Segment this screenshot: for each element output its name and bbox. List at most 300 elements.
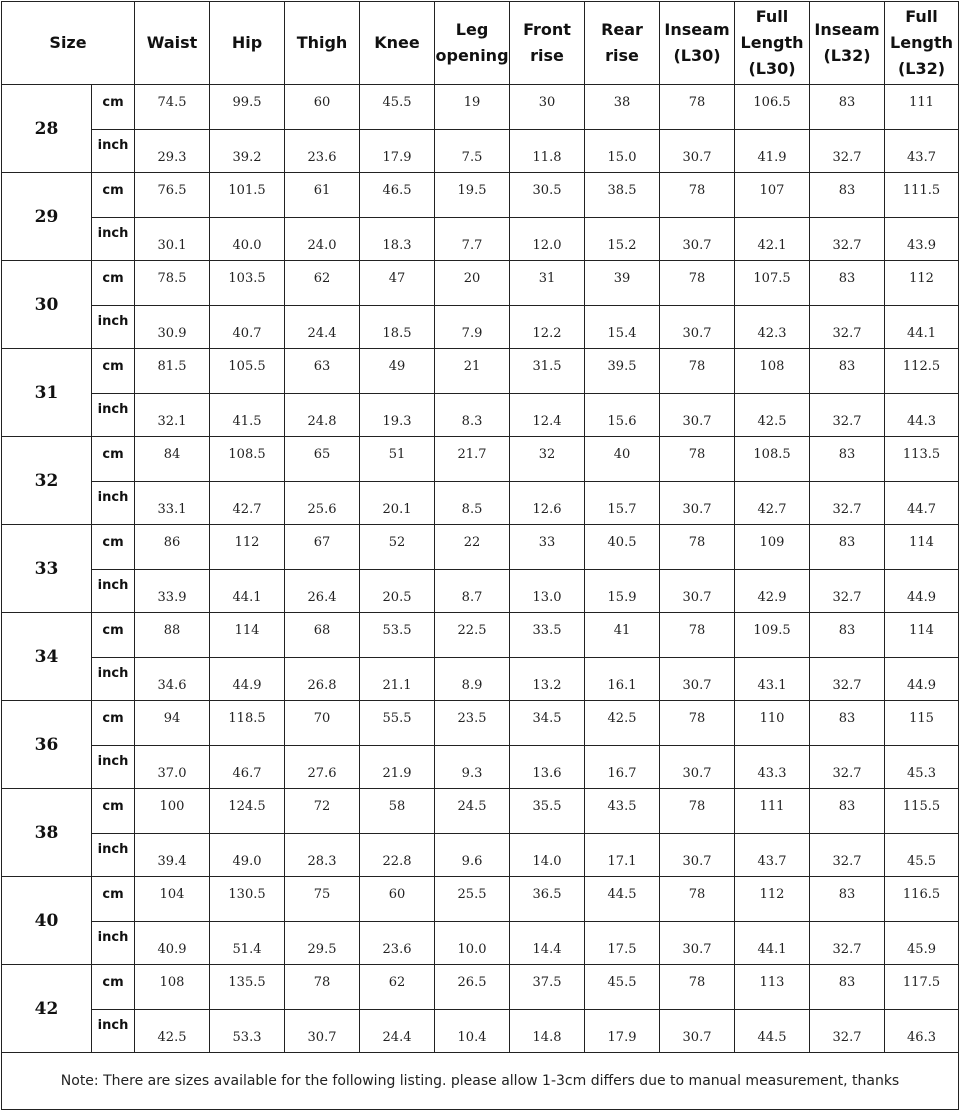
cell-cm-value: 26.5 [435,965,510,1010]
cell-cm-value: 78 [660,261,735,306]
column-header [735,2,810,85]
column-header-line: Front [523,20,571,39]
cell-inch-value: 49.0 [210,834,285,877]
cell-cm-value: 115 [885,701,959,746]
cell-cm-value: 78 [660,613,735,658]
table-row-cm [2,877,959,922]
cell-inch-value: 21.1 [360,658,435,701]
cell-cm-value: 115.5 [885,789,959,834]
cell-inch-value: 32.7 [810,658,885,701]
cell-inch-value: 41.5 [210,394,285,437]
cell-cm-value: 88 [135,613,210,658]
cell-inch-value: 43.9 [885,218,959,261]
cell-inch-value: 30.7 [285,1010,360,1053]
cell-cm-value: 83 [810,613,885,658]
cell-inch-value: 20.5 [360,570,435,613]
cell-cm-value: 101.5 [210,173,285,218]
cell-inch-value: 44.9 [885,570,959,613]
cell-inch-value: 45.5 [885,834,959,877]
cell-inch-value: 40.7 [210,306,285,349]
table-row-cm [2,701,959,746]
cell-inch-value: 30.7 [660,570,735,613]
table-row-cm [2,437,959,482]
cell-inch-value: 15.0 [585,130,660,173]
cell-inch-value: 43.7 [885,130,959,173]
cell-cm-value: 60 [285,85,360,130]
column-header-line: Length [740,33,804,52]
unit-label-inch: inch [92,482,135,525]
cell-inch-value: 11.8 [510,130,585,173]
cell-inch-value: 42.3 [735,306,810,349]
table-row-inch [2,218,959,261]
column-header-line: Thigh [296,33,348,52]
cell-cm-value: 72 [285,789,360,834]
cell-inch-value: 42.5 [735,394,810,437]
cell-inch-value: 32.7 [810,570,885,613]
size-label: 33 [2,525,92,613]
cell-cm-value: 108 [735,349,810,394]
column-header [510,2,585,85]
cell-inch-value: 14.4 [510,922,585,965]
cell-cm-value: 49 [360,349,435,394]
cell-inch-value: 32.7 [810,1010,885,1053]
cell-cm-value: 83 [810,437,885,482]
cell-inch-value: 53.3 [210,1010,285,1053]
cell-inch-value: 44.3 [885,394,959,437]
cell-cm-value: 83 [810,349,885,394]
cell-inch-value: 24.4 [285,306,360,349]
column-header [885,2,959,85]
cell-cm-value: 83 [810,85,885,130]
cell-cm-value: 19.5 [435,173,510,218]
column-header-line: Waist [146,33,198,52]
cell-cm-value: 111 [735,789,810,834]
cell-cm-value: 67 [285,525,360,570]
cell-inch-value: 10.4 [435,1010,510,1053]
cell-cm-value: 124.5 [210,789,285,834]
column-header-line: Inseam [664,20,730,39]
cell-cm-value: 65 [285,437,360,482]
header-size [2,2,135,85]
cell-inch-value: 30.7 [660,394,735,437]
cell-cm-value: 34.5 [510,701,585,746]
cell-inch-value: 42.5 [135,1010,210,1053]
table-row-inch [2,482,959,525]
cell-cm-value: 106.5 [735,85,810,130]
cell-inch-value: 32.7 [810,746,885,789]
cell-inch-value: 8.7 [435,570,510,613]
cell-cm-value: 104 [135,877,210,922]
cell-cm-value: 63 [285,349,360,394]
cell-cm-value: 78 [660,877,735,922]
size-chart-table [1,1,959,1110]
header-row [2,2,959,85]
cell-cm-value: 30.5 [510,173,585,218]
cell-inch-value: 43.3 [735,746,810,789]
cell-inch-value: 7.7 [435,218,510,261]
unit-label-cm: cm [92,173,135,218]
column-header-line: Hip [231,33,263,52]
cell-inch-value: 32.7 [810,482,885,525]
cell-cm-value: 55.5 [360,701,435,746]
cell-cm-value: 31.5 [510,349,585,394]
cell-cm-value: 52 [360,525,435,570]
cell-inch-value: 44.9 [210,658,285,701]
column-header [810,2,885,85]
cell-cm-value: 41 [585,613,660,658]
table-row-cm [2,789,959,834]
cell-cm-value: 33.5 [510,613,585,658]
column-header-line: (L32) [823,46,871,65]
column-header [135,2,210,85]
column-header-line: rise [605,46,639,65]
cell-inch-value: 29.5 [285,922,360,965]
cell-cm-value: 40 [585,437,660,482]
cell-inch-value: 12.0 [510,218,585,261]
cell-inch-value: 37.0 [135,746,210,789]
cell-cm-value: 83 [810,877,885,922]
cell-cm-value: 53.5 [360,613,435,658]
cell-cm-value: 40.5 [585,525,660,570]
cell-inch-value: 30.7 [660,306,735,349]
cell-inch-value: 12.2 [510,306,585,349]
column-header [435,2,510,85]
cell-cm-value: 130.5 [210,877,285,922]
column-header-line: (L30) [673,46,721,65]
cell-inch-value: 30.7 [660,922,735,965]
cell-inch-value: 30.7 [660,834,735,877]
cell-inch-value: 39.4 [135,834,210,877]
cell-cm-value: 99.5 [210,85,285,130]
cell-inch-value: 24.4 [360,1010,435,1053]
unit-label-inch: inch [92,746,135,789]
size-label: 36 [2,701,92,789]
cell-inch-value: 44.7 [885,482,959,525]
cell-inch-value: 17.9 [585,1010,660,1053]
cell-inch-value: 42.1 [735,218,810,261]
cell-cm-value: 75 [285,877,360,922]
cell-inch-value: 32.1 [135,394,210,437]
cell-inch-value: 14.8 [510,1010,585,1053]
note-row [2,1053,959,1110]
table-body [2,85,959,1053]
cell-inch-value: 14.0 [510,834,585,877]
unit-label-inch: inch [92,1010,135,1053]
cell-cm-value: 46.5 [360,173,435,218]
cell-cm-value: 39 [585,261,660,306]
cell-inch-value: 26.8 [285,658,360,701]
cell-inch-value: 20.1 [360,482,435,525]
cell-cm-value: 42.5 [585,701,660,746]
cell-inch-value: 30.9 [135,306,210,349]
cell-inch-value: 45.3 [885,746,959,789]
cell-cm-value: 32 [510,437,585,482]
unit-label-cm: cm [92,349,135,394]
cell-cm-value: 112.5 [885,349,959,394]
cell-cm-value: 112 [885,261,959,306]
unit-label-inch: inch [92,394,135,437]
cell-inch-value: 17.5 [585,922,660,965]
cell-inch-value: 24.0 [285,218,360,261]
cell-cm-value: 62 [360,965,435,1010]
cell-cm-value: 25.5 [435,877,510,922]
cell-inch-value: 10.0 [435,922,510,965]
cell-inch-value: 44.1 [885,306,959,349]
column-header-line: Full [905,7,938,26]
cell-inch-value: 25.6 [285,482,360,525]
cell-cm-value: 83 [810,789,885,834]
cell-inch-value: 46.7 [210,746,285,789]
column-header-line: Full [755,7,789,26]
table-row-cm [2,173,959,218]
cell-cm-value: 30 [510,85,585,130]
cell-inch-value: 40.9 [135,922,210,965]
cell-cm-value: 51 [360,437,435,482]
cell-inch-value: 32.7 [810,218,885,261]
size-label: 32 [2,437,92,525]
cell-inch-value: 13.0 [510,570,585,613]
cell-cm-value: 86 [135,525,210,570]
cell-inch-value: 41.9 [735,130,810,173]
cell-cm-value: 103.5 [210,261,285,306]
cell-inch-value: 42.7 [210,482,285,525]
column-header-line: Leg [455,20,489,39]
cell-cm-value: 83 [810,701,885,746]
cell-cm-value: 114 [885,525,959,570]
size-label: 29 [2,173,92,261]
table-row-inch [2,1010,959,1053]
cell-inch-value: 30.7 [660,1010,735,1053]
size-label: 30 [2,261,92,349]
cell-cm-value: 84 [135,437,210,482]
cell-inch-value: 17.9 [360,130,435,173]
unit-label-inch: inch [92,570,135,613]
table-row-cm [2,525,959,570]
table-row-inch [2,922,959,965]
column-header-line: (L32) [897,59,946,78]
note-text: Note: There are sizes available for the following listing. please allow 1-3cm differs due to manual measurement, thanks [2,1053,959,1110]
cell-cm-value: 78 [660,85,735,130]
cell-inch-value: 16.1 [585,658,660,701]
cell-cm-value: 38 [585,85,660,130]
cell-cm-value: 114 [885,613,959,658]
cell-inch-value: 32.7 [810,922,885,965]
cell-inch-value: 22.8 [360,834,435,877]
cell-cm-value: 43.5 [585,789,660,834]
cell-cm-value: 23.5 [435,701,510,746]
cell-cm-value: 107.5 [735,261,810,306]
cell-inch-value: 9.6 [435,834,510,877]
cell-inch-value: 44.1 [210,570,285,613]
cell-cm-value: 60 [360,877,435,922]
cell-inch-value: 51.4 [210,922,285,965]
table-row-cm [2,85,959,130]
cell-cm-value: 38.5 [585,173,660,218]
cell-cm-value: 36.5 [510,877,585,922]
cell-cm-value: 111.5 [885,173,959,218]
cell-cm-value: 78 [660,965,735,1010]
cell-inch-value: 23.6 [360,922,435,965]
table-row-inch [2,570,959,613]
cell-cm-value: 44.5 [585,877,660,922]
cell-cm-value: 78 [660,437,735,482]
column-header [285,2,360,85]
cell-cm-value: 78 [660,525,735,570]
cell-inch-value: 19.3 [360,394,435,437]
cell-cm-value: 21.7 [435,437,510,482]
cell-cm-value: 22.5 [435,613,510,658]
cell-inch-value: 7.5 [435,130,510,173]
cell-inch-value: 27.6 [285,746,360,789]
cell-inch-value: 43.1 [735,658,810,701]
cell-cm-value: 117.5 [885,965,959,1010]
cell-cm-value: 81.5 [135,349,210,394]
cell-inch-value: 13.6 [510,746,585,789]
cell-cm-value: 83 [810,525,885,570]
size-label: 34 [2,613,92,701]
header-size-label: Size [49,33,87,52]
cell-cm-value: 111 [885,85,959,130]
cell-cm-value: 20 [435,261,510,306]
cell-cm-value: 78 [660,789,735,834]
cell-inch-value: 21.9 [360,746,435,789]
cell-cm-value: 35.5 [510,789,585,834]
cell-cm-value: 94 [135,701,210,746]
cell-cm-value: 68 [285,613,360,658]
cell-inch-value: 30.1 [135,218,210,261]
cell-cm-value: 37.5 [510,965,585,1010]
column-header-line: Length [890,33,953,52]
cell-cm-value: 24.5 [435,789,510,834]
cell-inch-value: 44.5 [735,1010,810,1053]
cell-cm-value: 58 [360,789,435,834]
table-row-cm [2,965,959,1010]
cell-inch-value: 32.7 [810,834,885,877]
cell-inch-value: 23.6 [285,130,360,173]
unit-label-inch: inch [92,834,135,877]
cell-cm-value: 105.5 [210,349,285,394]
cell-cm-value: 83 [810,261,885,306]
cell-inch-value: 46.3 [885,1010,959,1053]
cell-cm-value: 70 [285,701,360,746]
cell-cm-value: 45.5 [585,965,660,1010]
cell-inch-value: 15.2 [585,218,660,261]
cell-cm-value: 78 [285,965,360,1010]
cell-inch-value: 16.7 [585,746,660,789]
cell-inch-value: 8.5 [435,482,510,525]
cell-cm-value: 113 [735,965,810,1010]
cell-cm-value: 135.5 [210,965,285,1010]
cell-inch-value: 8.3 [435,394,510,437]
unit-label-cm: cm [92,613,135,658]
cell-cm-value: 78.5 [135,261,210,306]
unit-label-inch: inch [92,130,135,173]
cell-cm-value: 108 [135,965,210,1010]
size-label: 40 [2,877,92,965]
size-label: 28 [2,85,92,173]
cell-inch-value: 8.9 [435,658,510,701]
column-header-line: Knee [374,33,420,52]
cell-inch-value: 32.7 [810,130,885,173]
cell-inch-value: 28.3 [285,834,360,877]
cell-inch-value: 39.2 [210,130,285,173]
cell-cm-value: 116.5 [885,877,959,922]
table-row-inch [2,746,959,789]
cell-inch-value: 34.6 [135,658,210,701]
cell-cm-value: 47 [360,261,435,306]
cell-cm-value: 109 [735,525,810,570]
cell-inch-value: 32.7 [810,394,885,437]
cell-inch-value: 30.7 [660,746,735,789]
cell-cm-value: 61 [285,173,360,218]
cell-cm-value: 108.5 [735,437,810,482]
cell-inch-value: 18.3 [360,218,435,261]
cell-inch-value: 30.7 [660,482,735,525]
cell-inch-value: 24.8 [285,394,360,437]
cell-inch-value: 26.4 [285,570,360,613]
size-label: 38 [2,789,92,877]
unit-label-inch: inch [92,218,135,261]
cell-cm-value: 45.5 [360,85,435,130]
size-chart [1,1,958,1110]
table-row-inch [2,130,959,173]
unit-label-cm: cm [92,701,135,746]
cell-inch-value: 17.1 [585,834,660,877]
cell-inch-value: 7.9 [435,306,510,349]
cell-cm-value: 107 [735,173,810,218]
unit-label-cm: cm [92,789,135,834]
column-header-line: opening [435,46,509,65]
cell-cm-value: 100 [135,789,210,834]
column-header [585,2,660,85]
cell-cm-value: 118.5 [210,701,285,746]
cell-inch-value: 9.3 [435,746,510,789]
column-header-line: Rear [601,20,643,39]
table-row-inch [2,394,959,437]
cell-cm-value: 39.5 [585,349,660,394]
cell-cm-value: 78 [660,173,735,218]
cell-inch-value: 15.9 [585,570,660,613]
unit-label-cm: cm [92,965,135,1010]
cell-cm-value: 113.5 [885,437,959,482]
cell-inch-value: 30.7 [660,218,735,261]
cell-cm-value: 112 [210,525,285,570]
column-header [660,2,735,85]
column-header-line: (L30) [748,59,796,78]
column-header-line: rise [530,46,564,65]
size-label: 31 [2,349,92,437]
cell-inch-value: 13.2 [510,658,585,701]
cell-inch-value: 33.9 [135,570,210,613]
cell-inch-value: 12.4 [510,394,585,437]
cell-inch-value: 12.6 [510,482,585,525]
column-header [210,2,285,85]
cell-inch-value: 40.0 [210,218,285,261]
cell-inch-value: 15.4 [585,306,660,349]
table-row-inch [2,306,959,349]
table-row-cm [2,261,959,306]
unit-label-inch: inch [92,306,135,349]
cell-cm-value: 78 [660,349,735,394]
cell-inch-value: 42.7 [735,482,810,525]
table-row-cm [2,349,959,394]
cell-inch-value: 45.9 [885,922,959,965]
unit-label-cm: cm [92,437,135,482]
cell-inch-value: 30.7 [660,658,735,701]
cell-cm-value: 110 [735,701,810,746]
unit-label-cm: cm [92,261,135,306]
cell-cm-value: 112 [735,877,810,922]
